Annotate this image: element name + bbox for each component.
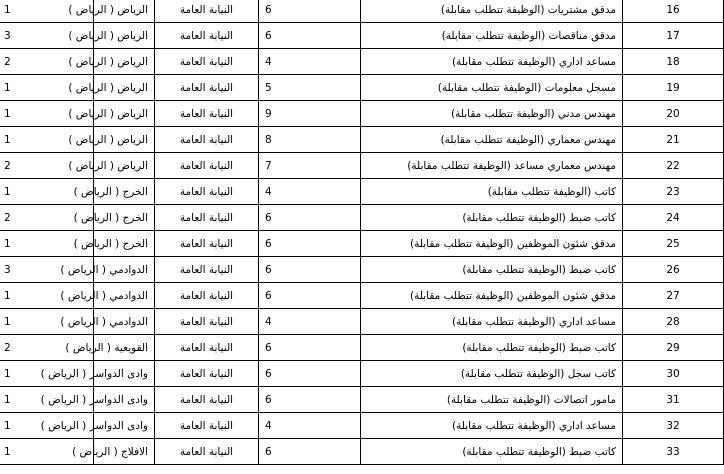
- table-row: [0, 75, 724, 101]
- job-title-cell: مدقق شئون الموظفين (الوظيفة تتطلب مقابلة): [361, 283, 623, 309]
- row-number-cell: 24: [623, 205, 724, 231]
- city-cell: الرياض ( الرياض ): [94, 153, 155, 179]
- job-title-cell: مسجل معلومات (الوظيفة تتطلب مقابلة): [361, 75, 623, 101]
- row-number-cell: 31: [623, 387, 724, 413]
- sector-cell: النيابة العامة: [155, 153, 259, 179]
- grade-cell: 6: [259, 283, 361, 309]
- row-number-cell: 33: [623, 439, 724, 465]
- vacancy-count-cell: 1: [0, 361, 94, 387]
- grade-cell: 6: [259, 23, 361, 49]
- job-title-cell: كاتب سجل (الوظيفة تتطلب مقابلة): [361, 361, 623, 387]
- grade-cell: 6: [259, 0, 361, 23]
- job-title-cell: مساعد اداري (الوظيفة تتطلب مقابلة): [361, 49, 623, 75]
- table-row: [0, 335, 724, 361]
- city-cell: وادى الدواسر ( الرياض ): [94, 387, 155, 413]
- vacancy-count-cell: 3: [0, 257, 94, 283]
- table-row: [0, 49, 724, 75]
- row-number-cell: 30: [623, 361, 724, 387]
- grade-cell: 6: [259, 231, 361, 257]
- grade-cell: 4: [259, 49, 361, 75]
- row-number-cell: 20: [623, 101, 724, 127]
- row-number-cell: 32: [623, 413, 724, 439]
- grade-cell: 7: [259, 153, 361, 179]
- vacancy-count-cell: 1: [0, 309, 94, 335]
- sector-cell: النيابة العامة: [155, 439, 259, 465]
- sector-cell: النيابة العامة: [155, 309, 259, 335]
- grade-cell: 6: [259, 335, 361, 361]
- table-row: [0, 257, 724, 283]
- sector-cell: النيابة العامة: [155, 283, 259, 309]
- row-number-cell: 17: [623, 23, 724, 49]
- city-cell: الرياض ( الرياض ): [94, 0, 155, 23]
- grade-cell: 6: [259, 387, 361, 413]
- table-row: [0, 23, 724, 49]
- row-number-cell: 23: [623, 179, 724, 205]
- row-number-cell: 18: [623, 49, 724, 75]
- job-title-cell: كاتب ضبط (الوظيفة تتطلب مقابلة): [361, 335, 623, 361]
- grade-cell: 4: [259, 179, 361, 205]
- city-cell: الافلاج ( الرياض ): [94, 439, 155, 465]
- vacancy-count-cell: 2: [0, 335, 94, 361]
- sector-cell: النيابة العامة: [155, 205, 259, 231]
- sector-cell: النيابة العامة: [155, 361, 259, 387]
- table-row: [0, 439, 724, 465]
- vacancy-count-cell: 1: [0, 387, 94, 413]
- table-row: [0, 153, 724, 179]
- city-cell: الرياض ( الرياض ): [94, 127, 155, 153]
- sector-cell: النيابة العامة: [155, 75, 259, 101]
- city-cell: الرياض ( الرياض ): [94, 49, 155, 75]
- grade-cell: 4: [259, 413, 361, 439]
- sector-cell: النيابة العامة: [155, 0, 259, 23]
- job-title-cell: كاتب (الوظيفة تتطلب مقابلة): [361, 179, 623, 205]
- sector-cell: النيابة العامة: [155, 335, 259, 361]
- job-title-cell: كاتب ضبط (الوظيفة تتطلب مقابلة): [361, 439, 623, 465]
- city-cell: الدوادمي ( الرياض ): [94, 283, 155, 309]
- sector-cell: النيابة العامة: [155, 387, 259, 413]
- city-cell: وادى الدواسر ( الرياض ): [94, 361, 155, 387]
- grade-cell: 6: [259, 257, 361, 283]
- table-row: [0, 127, 724, 153]
- job-title-cell: مهندس معماري (الوظيفة تتطلب مقابلة): [361, 127, 623, 153]
- table-row: [0, 0, 724, 23]
- row-number-cell: 28: [623, 309, 724, 335]
- vacancy-count-cell: 3: [0, 23, 94, 49]
- grade-cell: 4: [259, 309, 361, 335]
- job-title-cell: مساعد اداري (الوظيفة تتطلب مقابلة): [361, 413, 623, 439]
- city-cell: الدوادمي ( الرياض ): [94, 309, 155, 335]
- vacancy-count-cell: 1: [0, 127, 94, 153]
- row-number-cell: 16: [623, 0, 724, 23]
- job-title-cell: كاتب ضبط (الوظيفة تتطلب مقابلة): [361, 205, 623, 231]
- grade-cell: 6: [259, 205, 361, 231]
- sector-cell: النيابة العامة: [155, 257, 259, 283]
- table-row: [0, 205, 724, 231]
- city-cell: الخرج ( الرياض ): [94, 179, 155, 205]
- city-cell: القويعية ( الرياض ): [94, 335, 155, 361]
- row-number-cell: 26: [623, 257, 724, 283]
- city-cell: الخرج ( الرياض ): [94, 231, 155, 257]
- table-row: [0, 283, 724, 309]
- job-title-cell: مدقق مناقصات (الوظيفة تتطلب مقابلة): [361, 23, 623, 49]
- job-title-cell: مساعد اداري (الوظيفة تتطلب مقابلة): [361, 309, 623, 335]
- job-title-cell: مهندس مدني (الوظيفة تتطلب مقابلة): [361, 101, 623, 127]
- grade-cell: 5: [259, 75, 361, 101]
- sector-cell: النيابة العامة: [155, 23, 259, 49]
- vacancy-count-cell: 1: [0, 75, 94, 101]
- city-cell: الرياض ( الرياض ): [94, 75, 155, 101]
- table-row: [0, 387, 724, 413]
- row-number-cell: 22: [623, 153, 724, 179]
- job-title-cell: كاتب ضبط (الوظيفة تتطلب مقابلة): [361, 257, 623, 283]
- sector-cell: النيابة العامة: [155, 49, 259, 75]
- vacancy-count-cell: 1: [0, 439, 94, 465]
- sector-cell: النيابة العامة: [155, 101, 259, 127]
- grade-cell: 6: [259, 361, 361, 387]
- sector-cell: النيابة العامة: [155, 127, 259, 153]
- sector-cell: النيابة العامة: [155, 231, 259, 257]
- city-cell: الرياض ( الرياض ): [94, 101, 155, 127]
- table-row: [0, 179, 724, 205]
- vacancy-count-cell: 1: [0, 231, 94, 257]
- grade-cell: 8: [259, 127, 361, 153]
- vacancy-count-cell: 1: [0, 101, 94, 127]
- city-cell: وادى الدواسر ( الرياض ): [94, 413, 155, 439]
- table-row: [0, 361, 724, 387]
- table-row: [0, 231, 724, 257]
- grade-cell: 6: [259, 439, 361, 465]
- table-row: [0, 309, 724, 335]
- vacancy-count-cell: 1: [0, 179, 94, 205]
- job-title-cell: مهندس معماري مساعد (الوظيفة تتطلب مقابلة): [361, 153, 623, 179]
- job-title-cell: مامور اتصالات (الوظيفة تتطلب مقابلة): [361, 387, 623, 413]
- vacancy-count-cell: 1: [0, 0, 94, 23]
- vacancy-count-cell: 1: [0, 413, 94, 439]
- table-row: [0, 413, 724, 439]
- vacancy-count-cell: 1: [0, 283, 94, 309]
- job-title-cell: مدقق شئون الموظفين (الوظيفة تتطلب مقابلة): [361, 231, 623, 257]
- vacancy-count-cell: 2: [0, 49, 94, 75]
- row-number-cell: 21: [623, 127, 724, 153]
- grade-cell: 9: [259, 101, 361, 127]
- row-number-cell: 29: [623, 335, 724, 361]
- sector-cell: النيابة العامة: [155, 413, 259, 439]
- row-number-cell: 25: [623, 231, 724, 257]
- city-cell: الخرج ( الرياض ): [94, 205, 155, 231]
- table-row: [0, 101, 724, 127]
- city-cell: الرياض ( الرياض ): [94, 23, 155, 49]
- vacancy-count-cell: 2: [0, 205, 94, 231]
- sector-cell: النيابة العامة: [155, 179, 259, 205]
- row-number-cell: 19: [623, 75, 724, 101]
- city-cell: الدوادمي ( الرياض ): [94, 257, 155, 283]
- vacancy-count-cell: 2: [0, 153, 94, 179]
- row-number-cell: 27: [623, 283, 724, 309]
- job-title-cell: مدقق مشتريات (الوظيفة تتطلب مقابلة): [361, 0, 623, 23]
